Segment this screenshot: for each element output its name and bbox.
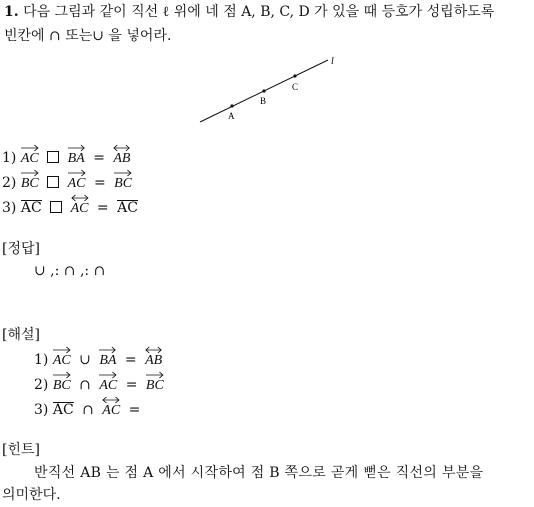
answer-header: [정답]: [2, 241, 40, 257]
operator: ∩: [82, 402, 94, 418]
problem-line-1: [4, 2, 494, 22]
line-symbol: AC: [102, 398, 120, 421]
item-number: 2): [2, 175, 17, 191]
blank-box: [47, 176, 59, 188]
vector-ray: AC: [99, 373, 117, 396]
point-label-b: B: [260, 96, 267, 106]
solution-line-1: 1) AC ∪ BA = AB: [34, 348, 162, 371]
item-1: [2, 146, 130, 169]
solution-line-3: 3) AC ∩ AC =: [34, 398, 144, 421]
item-2: [2, 171, 132, 194]
problem-text-line1: 다음 그림과 같이 직선 ℓ 위에 네 점 A, B, C, D 가 있을 때 등호가 성립하도록: [23, 4, 495, 20]
equals-sign: =: [128, 402, 141, 418]
point-label-a: A: [228, 111, 235, 121]
vector-ray: BA: [99, 348, 116, 371]
operator: ∩: [79, 377, 91, 393]
segment-symbol: AC: [117, 200, 138, 216]
problem-line-2: [4, 26, 171, 46]
blank-box: [47, 151, 59, 163]
problem-number: 1.: [4, 4, 19, 20]
equals-sign: =: [96, 200, 109, 216]
line-symbol: AB: [145, 348, 162, 371]
segment-symbol: AC: [52, 402, 74, 418]
line-symbol: AC: [71, 196, 89, 219]
line-symbol: AB: [113, 146, 130, 169]
point-c: [293, 74, 296, 77]
item-number: 1): [2, 150, 17, 166]
problem-text-line2: 빈칸에 ∩ 또는∪ 을 넣어라.: [4, 28, 172, 44]
vector-ray: AC: [53, 348, 71, 371]
vector-ray: BA: [68, 146, 85, 169]
point-b: [262, 89, 265, 92]
vector-ray: BC: [21, 171, 39, 194]
line-label: l: [331, 56, 334, 67]
solution-header: [해설]: [2, 327, 40, 343]
item-3: [2, 196, 138, 219]
vector-ray: BC: [114, 171, 132, 194]
equals-sign: =: [124, 352, 137, 368]
equals-sign: =: [93, 150, 105, 166]
hint-line-2: 의미한다.: [2, 487, 61, 503]
answer-text: ∪ ,: ∩ ,: ∩: [34, 263, 106, 279]
equals-sign: =: [125, 377, 138, 393]
vector-ray: AC: [68, 171, 86, 194]
line-diagram: [196, 52, 346, 128]
vector-ray: BC: [146, 373, 164, 396]
blank-box: [50, 201, 62, 213]
operator: ∪: [79, 352, 91, 368]
vector-ray: AC: [21, 146, 39, 169]
point-label-c: C: [292, 82, 299, 92]
solution-line-2: 2) BC ∩ AC = BC: [34, 373, 164, 396]
item-number: 3): [2, 200, 17, 216]
vector-ray: BC: [53, 373, 71, 396]
segment-symbol: AC: [20, 200, 42, 216]
hint-header: [힌트]: [2, 442, 40, 458]
equals-sign: =: [93, 175, 106, 191]
point-a: [230, 104, 233, 107]
hint-line-1: 반직선 AB 는 점 A 에서 시작하여 점 B 쪽으로 곧게 뻗은 직선의 부분을: [34, 465, 484, 481]
